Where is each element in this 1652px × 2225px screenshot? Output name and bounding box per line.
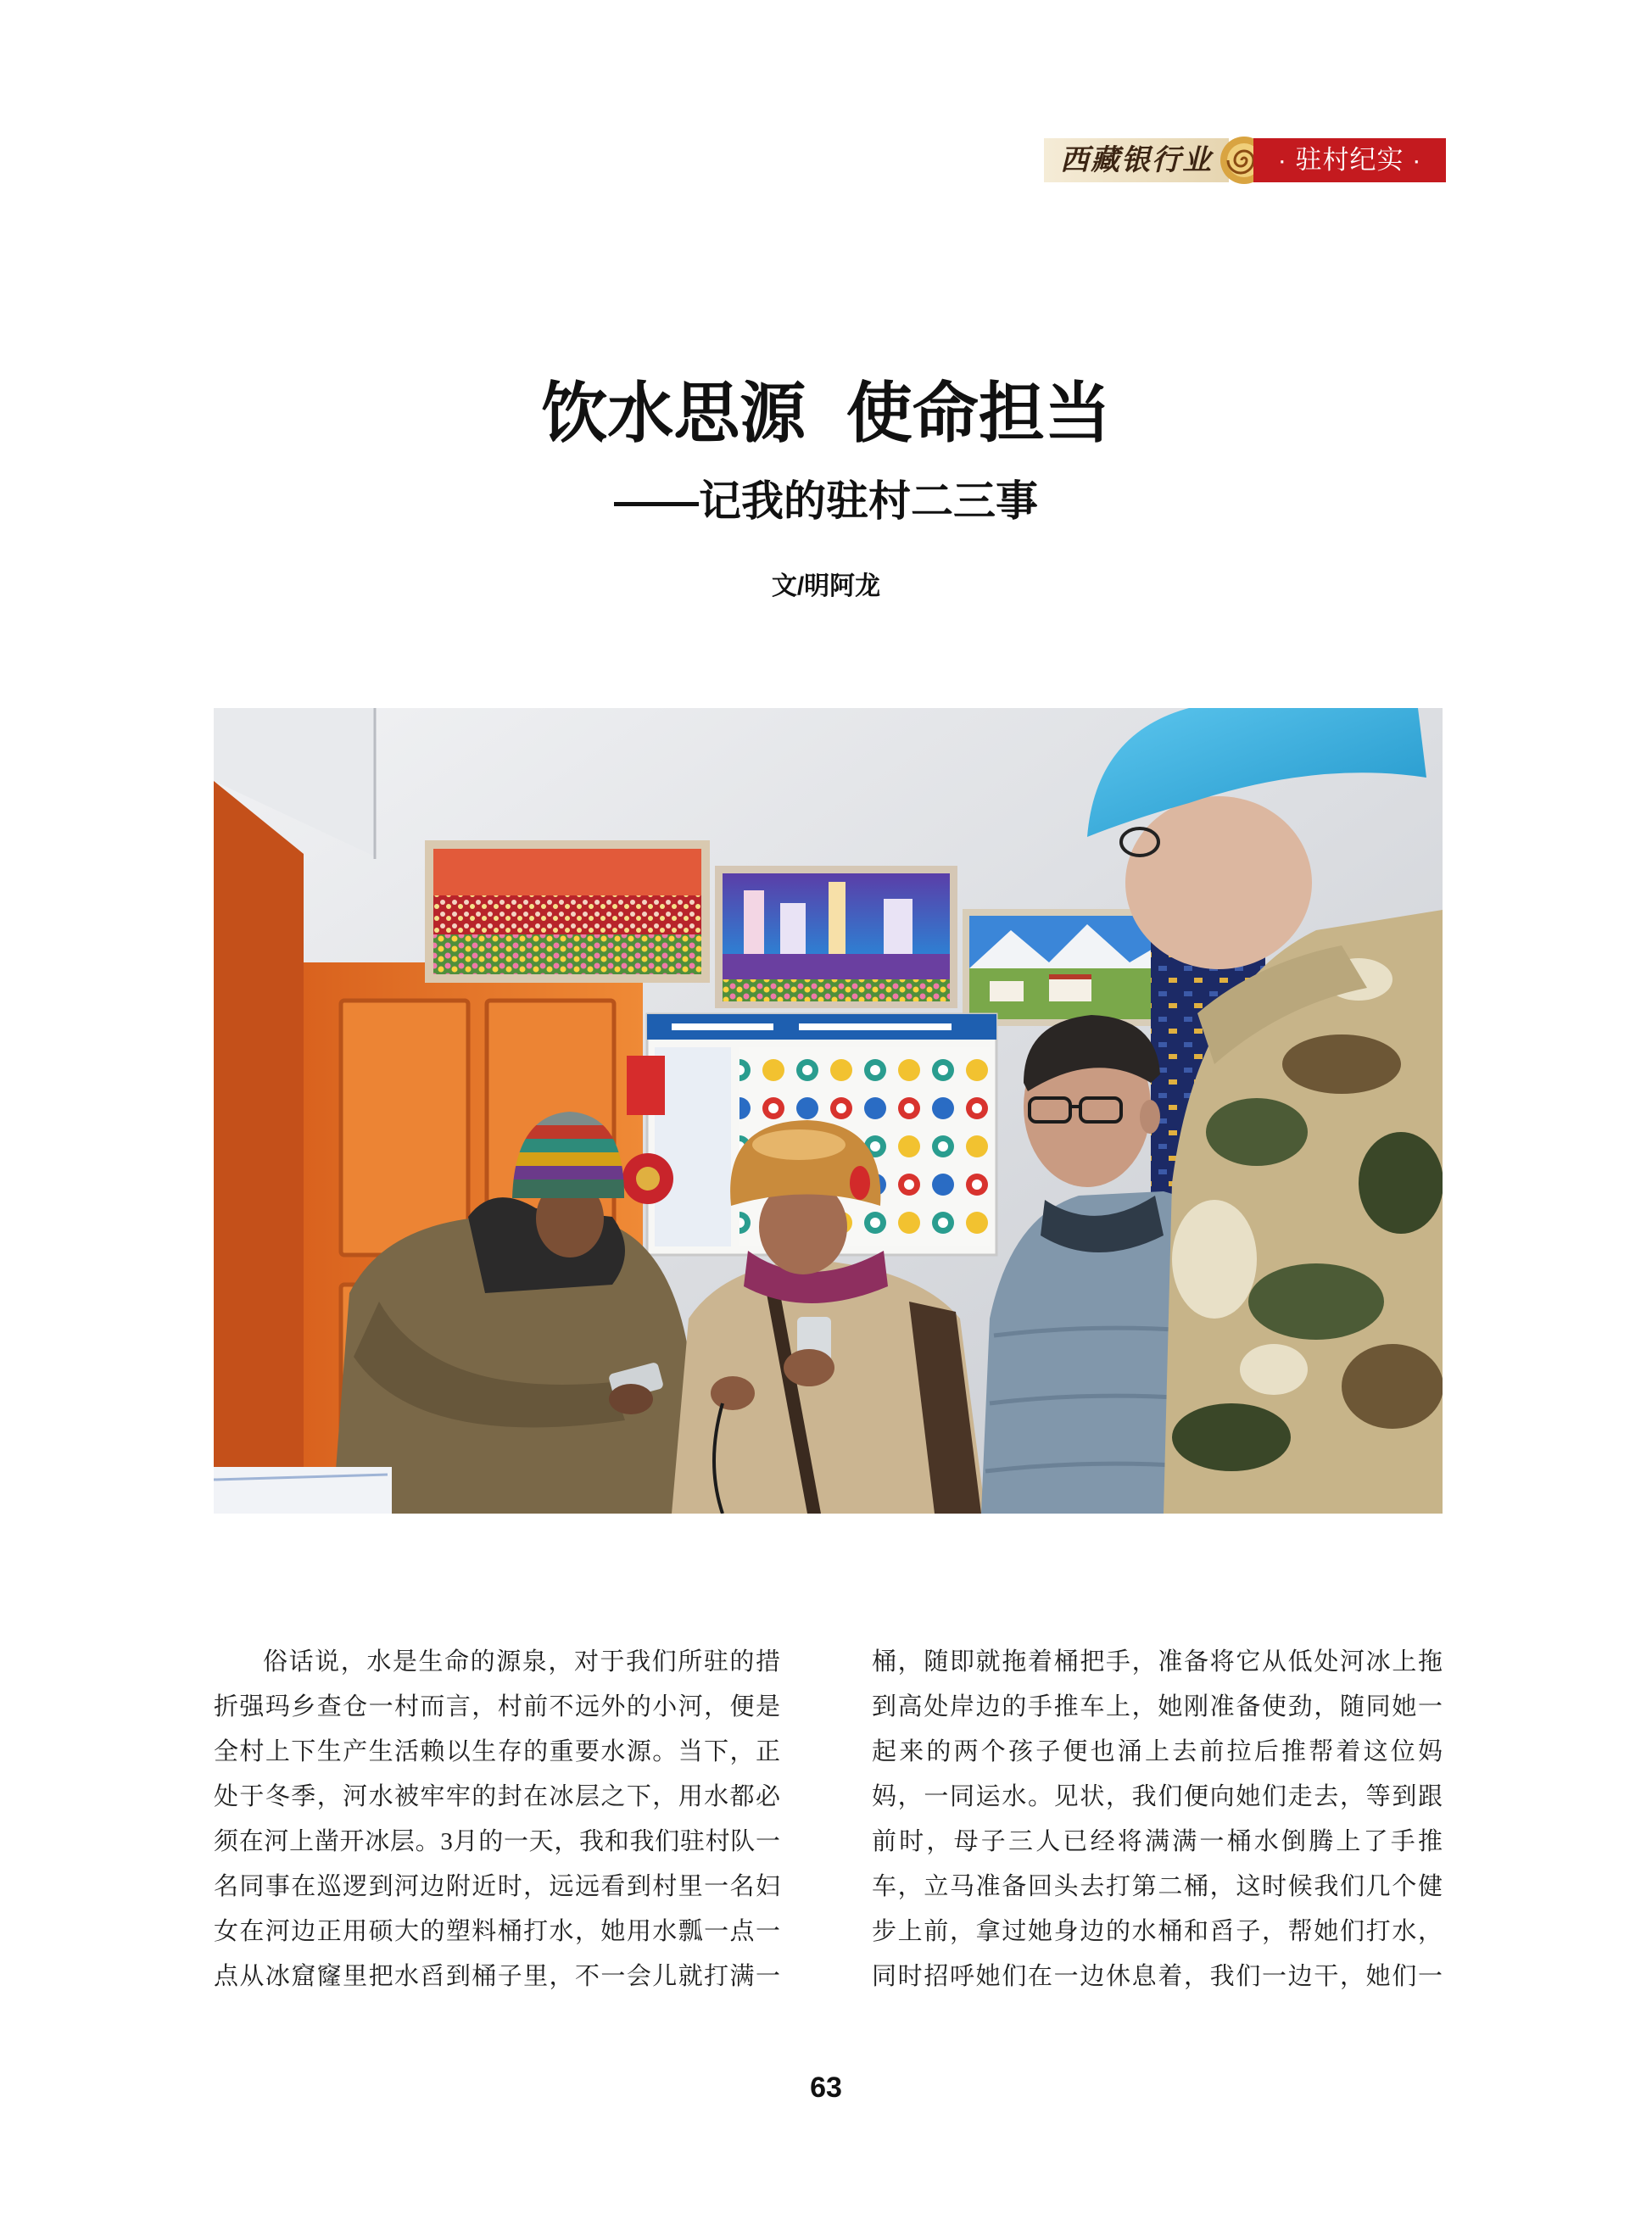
body-line: 桶，随即就拖着桶把手，准备将它从低处河冰上拖 (872, 1648, 1443, 1676)
body-line: 须在河上凿开冰层。3月的一天，我和我们驻村队一 (214, 1828, 780, 1855)
poster-2-building (744, 890, 764, 954)
body-column-right (872, 1640, 1443, 1999)
poster-1-stage (433, 849, 701, 895)
camo-blob (1282, 1034, 1401, 1094)
hat-stripe (502, 1179, 638, 1200)
poster-2-building (884, 899, 913, 954)
photo-scene (214, 708, 1443, 1514)
article-byline: 文/明阿龙 (771, 572, 881, 600)
poster-2 (715, 866, 957, 1008)
body-line: 前时，母子三人已经将满满一桶水倒腾上了手推 (872, 1828, 1443, 1855)
camo-blob (1342, 1344, 1443, 1429)
poster-2-building (780, 903, 806, 954)
red-notice (627, 1056, 665, 1115)
door-frame-left (214, 781, 304, 1514)
camo-blob (1248, 1263, 1384, 1340)
article-photo (214, 708, 1443, 1514)
person-4-face (1125, 796, 1312, 969)
national-emblem-center (636, 1167, 660, 1191)
poster-3-house (990, 981, 1024, 1001)
poster-3-house-roof (1049, 974, 1091, 979)
section-tag-label: · 驻村纪实 · (1277, 145, 1422, 175)
body-line: 俗话说，水是生命的源泉，对于我们所驻的措 (263, 1648, 780, 1676)
publication-logo (1044, 138, 1229, 182)
body-line: 女在河边正用硕大的塑料桶打水，她用水瓢一点一 (214, 1918, 780, 1945)
publication-logo-text: 西藏银行业 (1060, 143, 1213, 177)
person-2-ribbon (850, 1166, 870, 1200)
section-banner (1041, 132, 1448, 188)
body-line: 处于冬季，河水被牢牢的封在冰层之下，用水都必 (214, 1783, 780, 1810)
wall-chart-header-mark (799, 1023, 952, 1030)
body-line: 名同事在巡逻到河边附近时，远远看到村里一名妇 (214, 1873, 780, 1900)
poster-2-flowers (723, 979, 950, 1001)
poster-1 (425, 840, 710, 983)
person-2-hand (784, 1349, 834, 1386)
body-line: 折强玛乡查仓一村而言，村前不远外的小河，便是 (214, 1693, 780, 1720)
person-3-ear (1140, 1100, 1160, 1134)
camo-blob (1172, 1403, 1291, 1471)
body-line: 点从冰窟窿里把水舀到桶子里，不一会儿就打满一 (214, 1963, 780, 1990)
body-line: 妈，一同运水。见状，我们便向她们走去，等到跟 (872, 1783, 1443, 1810)
wall-chart-header-mark (672, 1023, 773, 1030)
body-column-left (214, 1640, 780, 1999)
article-subtitle: ——记我的驻村二三事 (614, 477, 1038, 525)
camo-blob (1206, 1098, 1308, 1166)
page-number: 63 (810, 2072, 842, 2104)
hat-stripe (502, 1166, 638, 1179)
hat-stripe (502, 1152, 638, 1166)
poster-1-flowers (433, 934, 701, 974)
camo-blob (1172, 1200, 1257, 1319)
poster-1-crowd (433, 895, 701, 934)
paper-stack (214, 1467, 392, 1514)
camo-blob (1359, 1132, 1443, 1234)
body-line: 车，立马准备回头去打第二桶，这时候我们几个健 (872, 1873, 1443, 1900)
person-2-hand (711, 1376, 755, 1410)
body-line: 步上前，拿过她身边的水桶和舀子，帮她们打水， (872, 1918, 1443, 1945)
article-title: 饮水思源 使命担当 (541, 376, 1111, 450)
wall-chart-sidebar (655, 1047, 731, 1246)
body-line: 起来的两个孩子便也涌上去前拉后推帮着这位妈 (872, 1738, 1443, 1765)
poster-3-house (1049, 978, 1091, 1001)
body-line: 同时招呼她们在一边休息着，我们一边干，她们一 (872, 1963, 1443, 1990)
person-1-hand (609, 1384, 653, 1414)
body-line: 到高处岸边的手推车上，她刚准备使劲，随同她一 (872, 1693, 1443, 1720)
poster-2-building (829, 882, 846, 954)
camo-blob (1240, 1344, 1308, 1395)
person-2-hat-highlight (752, 1129, 846, 1160)
section-tag (1253, 138, 1446, 182)
poster-2-band (723, 954, 950, 979)
poster-3 (963, 909, 1165, 1026)
door-panel-upper-left (341, 1001, 468, 1255)
body-line: 全村上下生产生活赖以生存的重要水源。当下，正 (214, 1738, 780, 1765)
